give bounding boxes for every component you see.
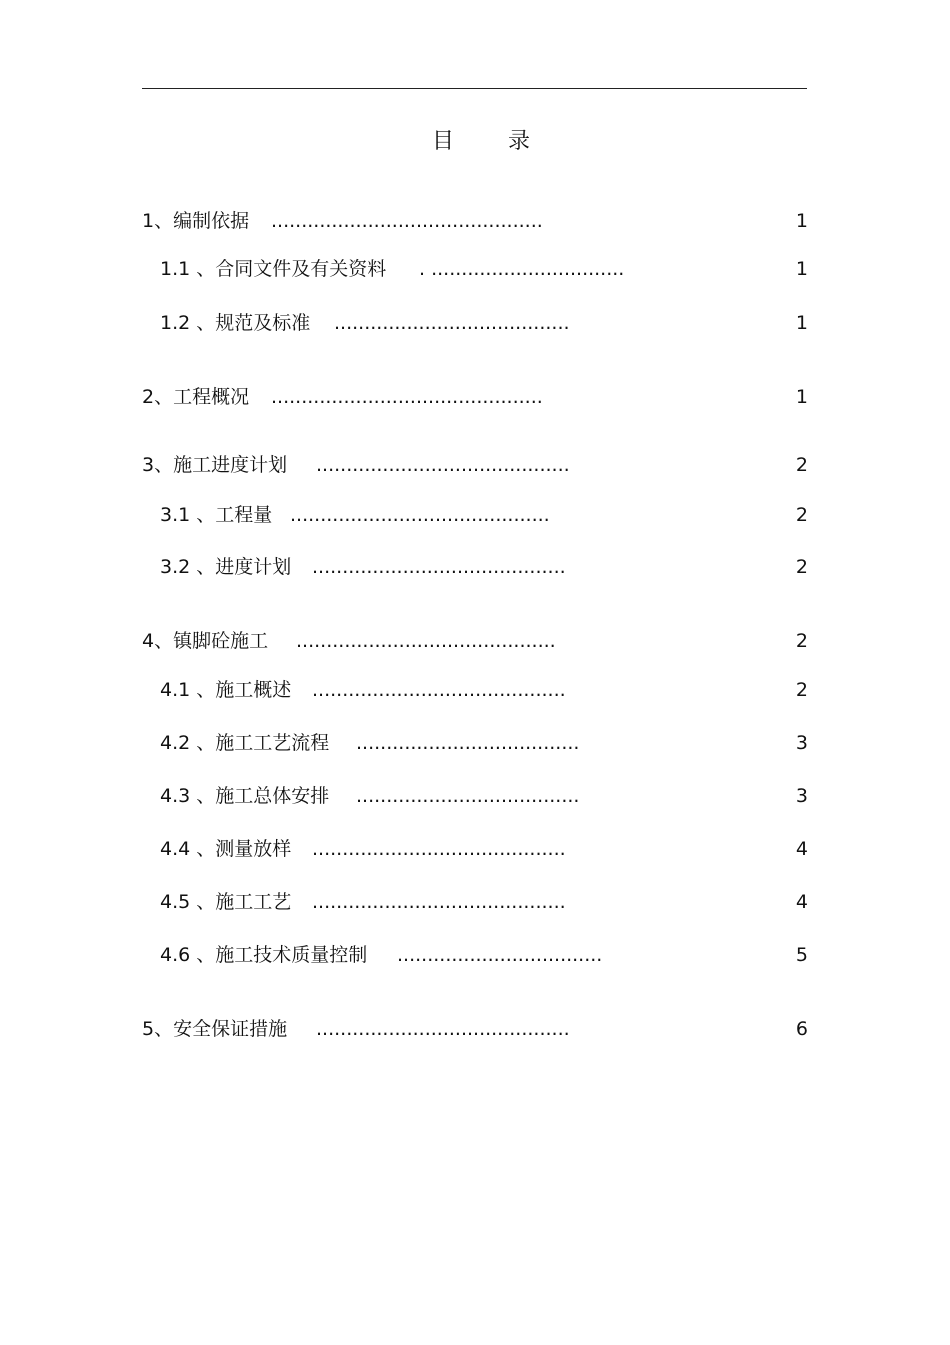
toc-entry-label: 4.5 、施工工艺 [160, 891, 292, 913]
toc-entry-label: 4.2 、施工工艺流程 [160, 732, 330, 754]
toc-page-number: 4 [795, 838, 808, 860]
toc-entry[interactable] [0, 783, 950, 809]
toc-entry[interactable] [0, 502, 950, 528]
toc-leader-dots: .......................................... [312, 679, 566, 701]
toc-entry[interactable] [0, 256, 950, 282]
toc-entry[interactable] [0, 677, 950, 703]
toc-page-number: 1 [795, 312, 808, 334]
toc-page-number: 3 [795, 785, 808, 807]
toc-page-number: 1 [795, 258, 808, 280]
toc-entry[interactable] [0, 889, 950, 915]
toc-entry-label: 4.4 、测量放样 [160, 838, 292, 860]
toc-entry-label: 4.6 、施工技术质量控制 [160, 944, 368, 966]
toc-entry-label: 1、编制依据 [142, 210, 250, 232]
toc-entry[interactable] [0, 208, 950, 234]
toc-entry-label: 2、工程概况 [142, 386, 250, 408]
toc-entry[interactable] [0, 836, 950, 862]
header-rule [142, 88, 807, 89]
toc-entry-label: 4、镇脚砼施工 [142, 630, 269, 652]
toc-page-number: 1 [795, 210, 808, 232]
toc-entry[interactable] [0, 452, 950, 478]
toc-entry[interactable] [0, 310, 950, 336]
toc-entry-label: 3、施工进度计划 [142, 454, 288, 476]
toc-page-number: 2 [795, 556, 808, 578]
toc-page-number: 6 [795, 1018, 808, 1040]
toc-entry[interactable] [0, 942, 950, 968]
toc-entry[interactable] [0, 628, 950, 654]
toc-page-number: 1 [795, 386, 808, 408]
toc-entry[interactable] [0, 1016, 950, 1042]
toc-page-number: 4 [795, 891, 808, 913]
toc-entry[interactable] [0, 384, 950, 410]
toc-leader-dots: .......................................... [312, 556, 566, 578]
toc-leader-dots: .......................................... [312, 838, 566, 860]
toc-leader-dots: .......................................... [312, 891, 566, 913]
toc-entry[interactable] [0, 730, 950, 756]
toc-page-number: 2 [795, 630, 808, 652]
toc-leader-dots: ........................................... [290, 504, 550, 526]
toc-leader-dots: .................................. [397, 944, 603, 966]
toc-leader-dots: ..................................... [356, 785, 580, 807]
toc-leader-dots: ............................................. [271, 386, 543, 408]
toc-entry-label: 1.2 、规范及标准 [160, 312, 311, 334]
toc-entry-label: 4.3 、施工总体安排 [160, 785, 330, 807]
toc-page-number: 2 [795, 504, 808, 526]
toc-leader-dots: .......................................... [316, 454, 570, 476]
toc-leader-dots: . ................................ [419, 258, 625, 280]
toc-page-number: 3 [795, 732, 808, 754]
toc-leader-dots: ............................................. [271, 210, 543, 232]
toc-leader-dots: ........................................... [296, 630, 556, 652]
toc-page-number: 5 [795, 944, 808, 966]
toc-entry[interactable] [0, 554, 950, 580]
toc-page-number: 2 [795, 454, 808, 476]
toc-leader-dots: ..................................... [356, 732, 580, 754]
toc-entry-label: 1.1 、合同文件及有关资料 [160, 258, 387, 280]
toc-entry-label: 5、安全保证措施 [142, 1018, 288, 1040]
toc-page-number: 2 [795, 679, 808, 701]
toc-entry-label: 3.2 、进度计划 [160, 556, 292, 578]
title-char-2: 录 [508, 129, 531, 154]
toc-entry-label: 4.1 、施工概述 [160, 679, 292, 701]
page-title [0, 127, 950, 157]
toc-leader-dots: .......................................... [316, 1018, 570, 1040]
toc-entry-label: 3.1 、工程量 [160, 504, 273, 526]
title-char-1: 目 [432, 129, 455, 154]
toc-leader-dots: ....................................... [334, 312, 570, 334]
